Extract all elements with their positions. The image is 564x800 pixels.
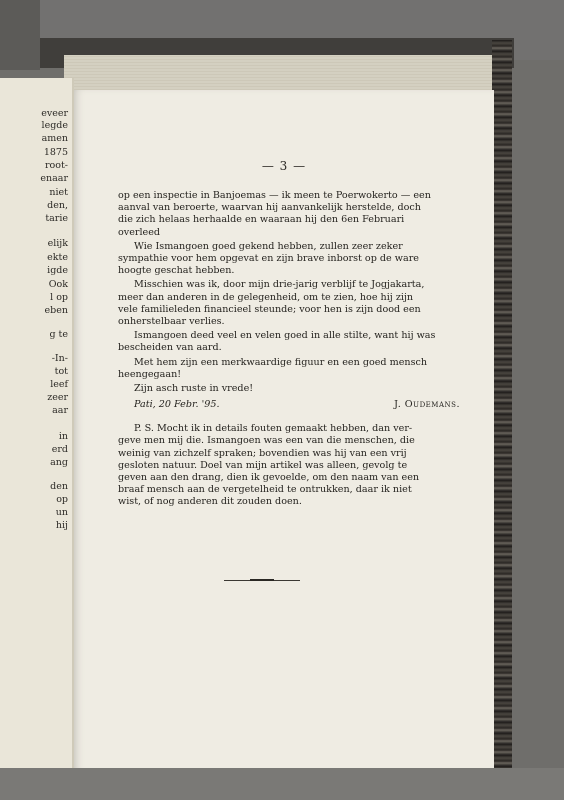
book-cover-left: [0, 0, 40, 70]
postscript-line: geven aan den drang, dien ik gevoelde, om den naam van een: [118, 472, 420, 484]
paragraph: [118, 279, 460, 328]
right-page: [74, 90, 494, 772]
postscript-line: geve men mij die. Ismangoen was een van die menschen, die: [118, 435, 415, 447]
text-line: hoogte geschat hebben.: [118, 265, 235, 277]
text-line: op een inspectie in Banjoemas — ik meen te Poerwokerto — een: [118, 190, 431, 201]
text-line: vele familieleden financieel steunde; voor hen is zijn dood een: [118, 303, 421, 315]
left-page-fragment: niet: [49, 187, 68, 198]
left-page-fragment: un: [55, 507, 68, 518]
text-line: overleed: [118, 226, 161, 238]
text-line: onherstelbaar verlies.: [118, 316, 225, 328]
left-page-fragment: amen: [41, 133, 68, 144]
left-page: [0, 78, 74, 768]
text-line: aanval van beroerte, waarvan hij aanvankelijk herstelde, doch: [118, 202, 421, 214]
postscript-line: wist, of nog anderen dit zouden doen.: [118, 496, 302, 508]
paragraph: [118, 357, 460, 381]
left-page-fragment: ang: [50, 457, 68, 468]
left-page-fragment: -In-: [51, 353, 68, 364]
left-page-fragment: tot: [54, 366, 68, 377]
left-page-fragment: op: [56, 494, 68, 505]
page-number: — 3 —: [261, 159, 307, 173]
text-line: meer dan anderen in de gelegenheid, om te zien, hoe hij zijn: [118, 291, 414, 303]
text-line: Met hem zijn een merkwaardige figuur en een goed mensch: [134, 356, 428, 368]
left-page-fragment: Ook: [48, 279, 68, 290]
text-line: heengegaan!: [118, 368, 182, 380]
signature-row: [118, 399, 460, 413]
left-page-fragment: hij: [55, 520, 68, 531]
paragraph: [118, 383, 460, 395]
paragraphs: [118, 190, 460, 395]
paragraph: [118, 190, 460, 239]
text-line: sympathie voor hem opgevat en zijn brave inborst op de ware: [118, 253, 419, 265]
left-page-fragment: igde: [47, 265, 68, 276]
page-edges: [64, 55, 494, 95]
left-page-fragment: enaar: [40, 173, 68, 184]
left-page-fragment: leef: [50, 379, 68, 390]
text-line: Ismangoen deed veel en velen goed in alle stilte, want hij was: [134, 330, 436, 342]
postscript: [118, 423, 460, 508]
left-page-fragment: g te: [49, 329, 68, 340]
left-page-fragment: eben: [44, 305, 68, 316]
left-page-fragment: l op: [50, 292, 68, 303]
left-page-fragment: eveer: [41, 108, 68, 119]
left-page-fragment: in: [58, 431, 68, 442]
bottom-background: [0, 768, 564, 800]
postscript-line: gesloten natuur. Doel van mijn artikel was alleen, gevolg te: [118, 459, 408, 471]
paragraph: [118, 241, 460, 278]
marbled-cover-edge: [492, 40, 512, 780]
postscript-line: braaf mensch aan de vergetelheid te ontrukken, daar ik niet: [118, 484, 412, 496]
left-page-fragment: 1875: [43, 147, 68, 158]
left-page-fragment: root-: [44, 160, 68, 171]
left-page-fragment: zeer: [47, 392, 68, 403]
paragraph: [118, 330, 460, 354]
postscript-line: P. S. Mocht ik in details fouten gemaakt hebben, dan ver-: [134, 423, 413, 435]
text-line: Misschien was ik, door mijn drie-jarig verblijf te Jogjakarta,: [134, 279, 425, 291]
place-date: Pati, 20 Febr. '95.: [134, 399, 220, 411]
author-name: J. Oudemans.: [394, 399, 460, 411]
text-line: Zijn asch ruste in vrede!: [134, 383, 254, 395]
left-page-fragment: legde: [41, 120, 68, 131]
text-line: die zich helaas herhaalde en waaraan hij den 6en Februari: [118, 214, 405, 226]
postscript-line: weinig van zichzelf spraken; bovendien was hij van een vrij: [118, 447, 407, 459]
left-page-fragment: den,: [47, 200, 68, 211]
left-page-fragment: elijk: [47, 238, 68, 249]
left-page-fragment: erd: [51, 444, 68, 455]
text-line: bescheiden van aard.: [118, 342, 222, 354]
left-page-fragment: den: [50, 481, 68, 492]
left-page-fragment: ekte: [47, 252, 68, 263]
body-text: [118, 190, 460, 511]
text-line: Wie Ismangoen goed gekend hebben, zullen zeer zeker: [134, 240, 403, 252]
left-page-fragment: aar: [52, 405, 68, 416]
left-page-fragment: tarie: [45, 213, 68, 224]
end-rule-ornament: [250, 579, 274, 581]
